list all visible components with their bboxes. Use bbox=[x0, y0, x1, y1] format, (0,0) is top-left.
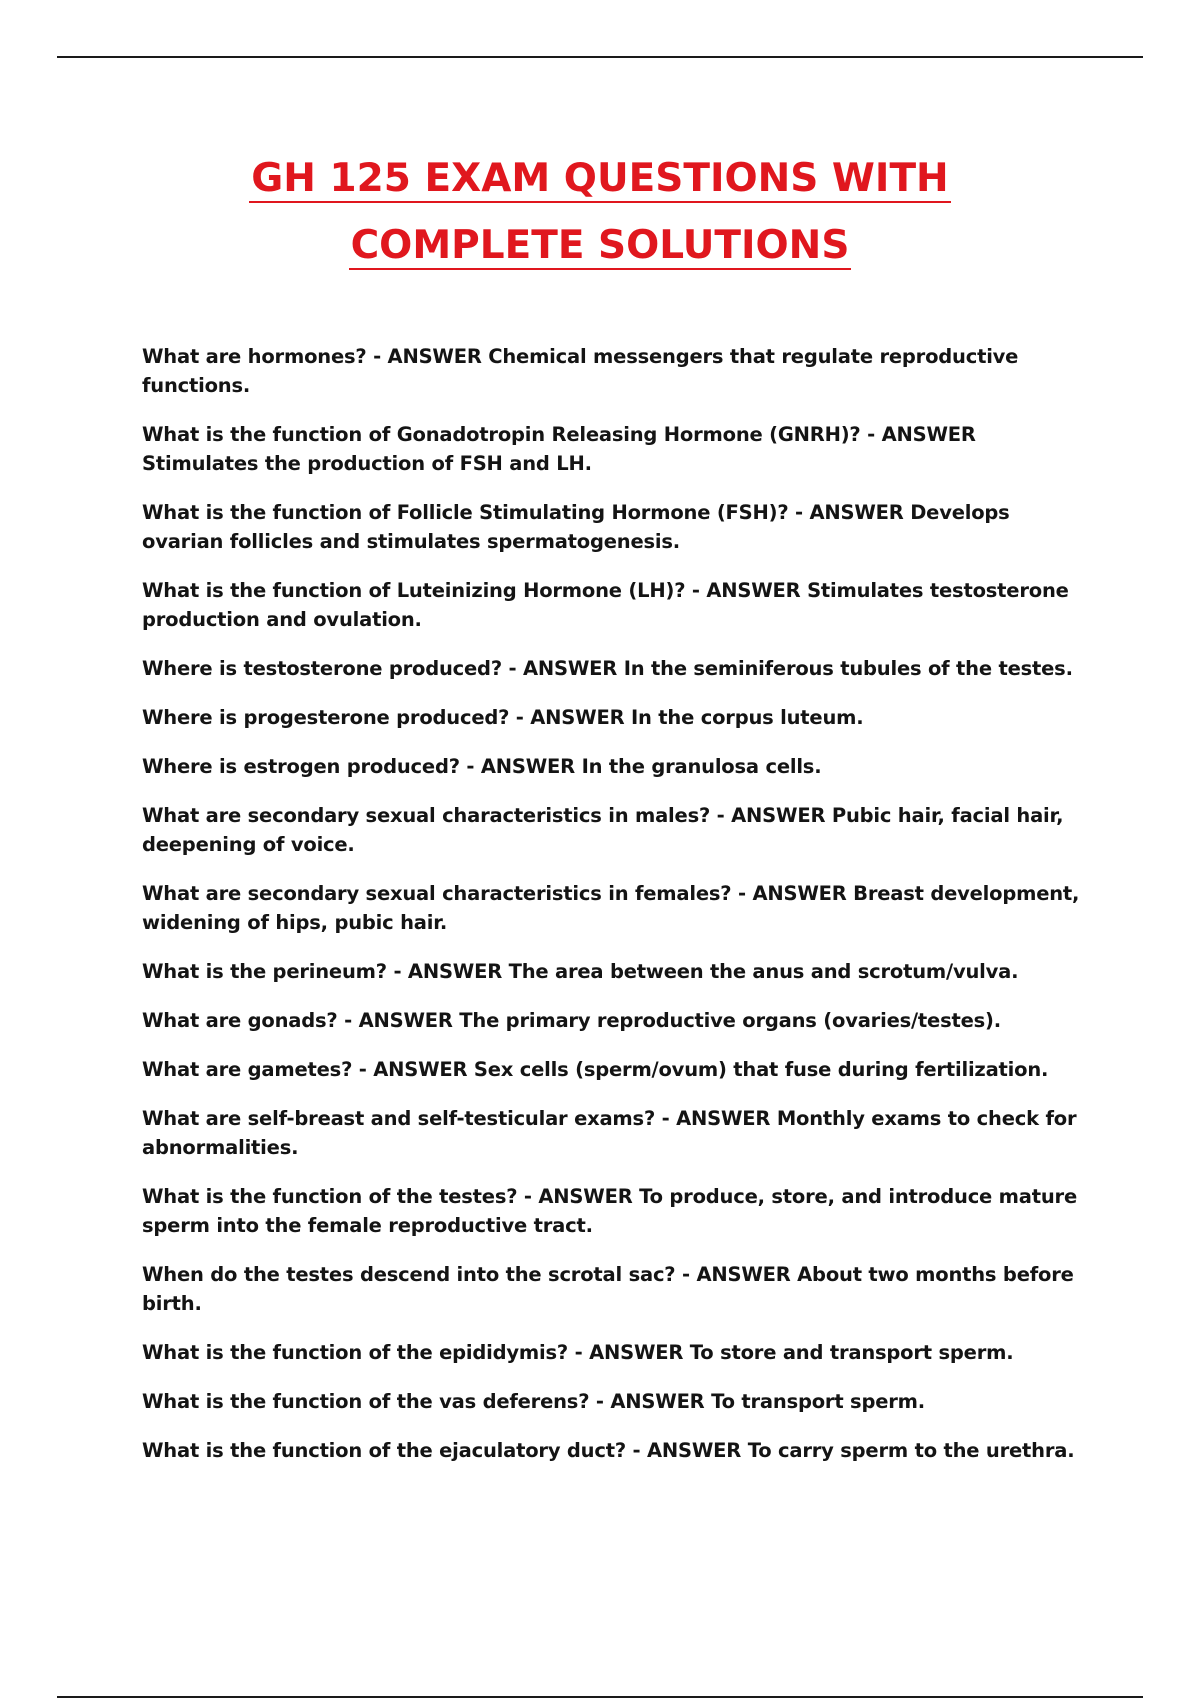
qa-item: What is the function of the vas deferens? - ANSWER To transport sperm. bbox=[142, 1390, 925, 1413]
bottom-divider bbox=[57, 1696, 1143, 1698]
qa-item: Where is progesterone produced? - ANSWER In the corpus luteum. bbox=[142, 706, 864, 729]
title-line-1: GH 125 EXAM QUESTIONS WITH bbox=[251, 156, 949, 201]
qa-item: What are gonads? - ANSWER The primary reproductive organs (ovaries/testes). bbox=[142, 1009, 1001, 1032]
qa-item: Where is estrogen produced? - ANSWER In the granulosa cells. bbox=[142, 755, 822, 778]
qa-item: Where is testosterone produced? - ANSWER In the seminiferous tubules of the testes. bbox=[142, 657, 1073, 680]
qa-item: What are secondary sexual characteristics in females? - ANSWER Breast development, widening of hips, pubic hair. bbox=[142, 882, 1080, 934]
qa-item: What is the function of the ejaculatory duct? - ANSWER To carry sperm to the urethra. bbox=[142, 1439, 1075, 1462]
qa-list bbox=[142, 342, 1097, 1485]
qa-item: What is the function of Gonadotropin Releasing Hormone (GNRH)? - ANSWER Stimulates the production of FSH and LH. bbox=[142, 423, 976, 475]
qa-item: What is the function of the testes? - ANSWER To produce, store, and introduce mature sperm into the female reproductive tract. bbox=[142, 1185, 1077, 1237]
qa-item: What is the function of Follicle Stimulating Hormone (FSH)? - ANSWER Develops ovarian follicles and stimulates spermatogenesis. bbox=[142, 501, 1010, 553]
page-title bbox=[0, 145, 1200, 279]
top-divider bbox=[57, 56, 1143, 58]
qa-item: What are secondary sexual characteristics in males? - ANSWER Pubic hair, facial hair, deepening of voice. bbox=[142, 804, 1064, 856]
qa-item: What is the function of the epididymis? - ANSWER To store and transport sperm. bbox=[142, 1341, 1014, 1364]
title-line-2: COMPLETE SOLUTIONS bbox=[350, 223, 850, 268]
qa-item: What are self-breast and self-testicular exams? - ANSWER Monthly exams to check for abnormalities. bbox=[142, 1107, 1077, 1159]
qa-item: What is the perineum? - ANSWER The area between the anus and scrotum/vulva. bbox=[142, 960, 1019, 983]
qa-item: When do the testes descend into the scrotal sac? - ANSWER About two months before birth. bbox=[142, 1263, 1074, 1315]
qa-item: What are gametes? - ANSWER Sex cells (sperm/ovum) that fuse during fertilization. bbox=[142, 1058, 1049, 1081]
qa-item: What are hormones? - ANSWER Chemical messengers that regulate reproductive functions. bbox=[142, 345, 1019, 397]
qa-item: What is the function of Luteinizing Hormone (LH)? - ANSWER Stimulates testosterone production and ovulation. bbox=[142, 579, 1069, 631]
